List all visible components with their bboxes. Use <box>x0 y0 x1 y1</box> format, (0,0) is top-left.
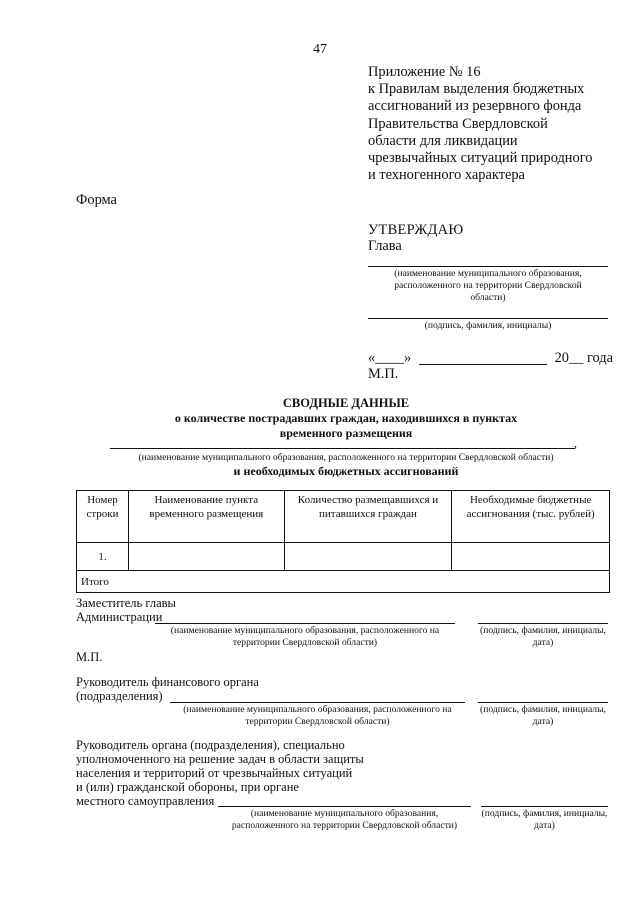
total-label: Итого <box>77 571 610 593</box>
emergency-sign-caption: (подпись, фамилия, инициалы, дата) <box>481 808 608 831</box>
appendix-line: и техногенного характера <box>368 167 525 184</box>
table-cell: 1. <box>77 543 129 571</box>
finance-signature-line <box>478 702 608 703</box>
emergency-label <box>76 738 364 808</box>
date-month-blank <box>419 350 547 365</box>
date-year: 20__ года <box>554 350 613 366</box>
finance-municipality-line <box>170 702 465 703</box>
header-cell: Номер строки <box>77 491 129 543</box>
emergency-caption: (наименование муниципального образования, расположенного на территории Свердловской области) <box>231 808 458 831</box>
title-blank-caption: (наименование муниципального образования, расположенного на территории Свердловской области) <box>138 452 554 463</box>
appendix-line: чрезвычайных ситуаций природного <box>368 150 593 167</box>
deputy-sign-caption: (подпись, фамилия, инициалы, дата) <box>480 625 606 648</box>
table-cell <box>452 543 610 571</box>
page-number: 47 <box>313 42 327 57</box>
table-header-row <box>77 491 610 543</box>
document-title <box>76 396 616 441</box>
comma: , <box>574 436 577 450</box>
deputy-caption: (наименование муниципального образования, расположенного на территории Свердловской области) <box>170 625 440 648</box>
title-blank-line <box>110 448 575 449</box>
emergency-line: и (или) гражданской обороны, при органе <box>76 780 299 794</box>
municipality-caption <box>368 268 608 304</box>
finance-line: (подразделения) <box>76 689 163 703</box>
deputy-line: Администрации <box>76 610 163 624</box>
approve-head-label: Глава <box>368 238 402 254</box>
header-cell: Наименование пункта временного размещения <box>128 491 284 543</box>
title-line: СВОДНЫЕ ДАННЫЕ <box>282 396 410 410</box>
stamp-place-label: М.П. <box>368 366 399 382</box>
appendix-line: области для ликвидации <box>368 132 518 149</box>
deputy-signature-line <box>478 623 608 624</box>
finance-sign-caption: (подпись, фамилия, инициалы, дата) <box>480 704 606 727</box>
appendix-block <box>368 64 628 184</box>
finance-line: Руководитель финансового органа <box>76 675 259 689</box>
appendix-line: к Правилам выделения бюджетных <box>368 81 585 98</box>
deputy-line: Заместитель главы <box>76 596 176 610</box>
title-line-4: и необходимых бюджетных ассигнований <box>233 464 459 478</box>
deputy-municipality-line <box>155 623 455 624</box>
caption-line: (наименование муниципального образования, <box>394 268 582 279</box>
municipality-blank-line <box>368 266 608 267</box>
emergency-line: уполномоченного на решение задач в области защиты <box>76 752 364 766</box>
emergency-line: местного самоуправления <box>76 794 215 808</box>
emergency-line: населения и территорий от чрезвычайных ситуаций <box>76 766 353 780</box>
appendix-line: Приложение № 16 <box>368 64 481 80</box>
appendix-line: ассигнований из резервного фонда <box>368 98 582 115</box>
emergency-municipality-line <box>218 806 471 807</box>
deputy-label <box>76 596 176 624</box>
approve-title: УТВЕРЖДАЮ <box>368 222 464 238</box>
caption-line: расположенного на территории Свердловской <box>394 280 582 291</box>
signature-caption: (подпись, фамилия, инициалы) <box>424 320 552 331</box>
title-line: о количестве пострадавших граждан, находившихся в пунктах <box>174 411 518 425</box>
table-row <box>77 543 610 571</box>
signature-blank-line <box>368 318 608 319</box>
header-cell: Необходимые бюджетные ассигнования (тыс. рублей) <box>452 491 610 543</box>
emergency-signature-line <box>481 806 608 807</box>
date-day: «____» <box>368 350 412 366</box>
finance-label <box>76 675 259 703</box>
summary-table <box>76 490 610 593</box>
table-total-row <box>77 571 610 593</box>
caption-line: области) <box>470 292 506 303</box>
table-cell <box>284 543 452 571</box>
table-cell <box>128 543 284 571</box>
appendix-line: Правительства Свердловской <box>368 115 548 132</box>
finance-caption: (наименование муниципального образования, расположенного на территории Свердловской области) <box>183 704 452 727</box>
date-row <box>368 350 613 367</box>
title-line: временного размещения <box>279 426 413 440</box>
header-cell: Количество размещавшихся и питавшихся граждан <box>284 491 452 543</box>
stamp-place-label-2: М.П. <box>76 650 103 664</box>
emergency-line: Руководитель органа (подразделения), специально <box>76 738 345 752</box>
form-label: Форма <box>76 192 117 208</box>
